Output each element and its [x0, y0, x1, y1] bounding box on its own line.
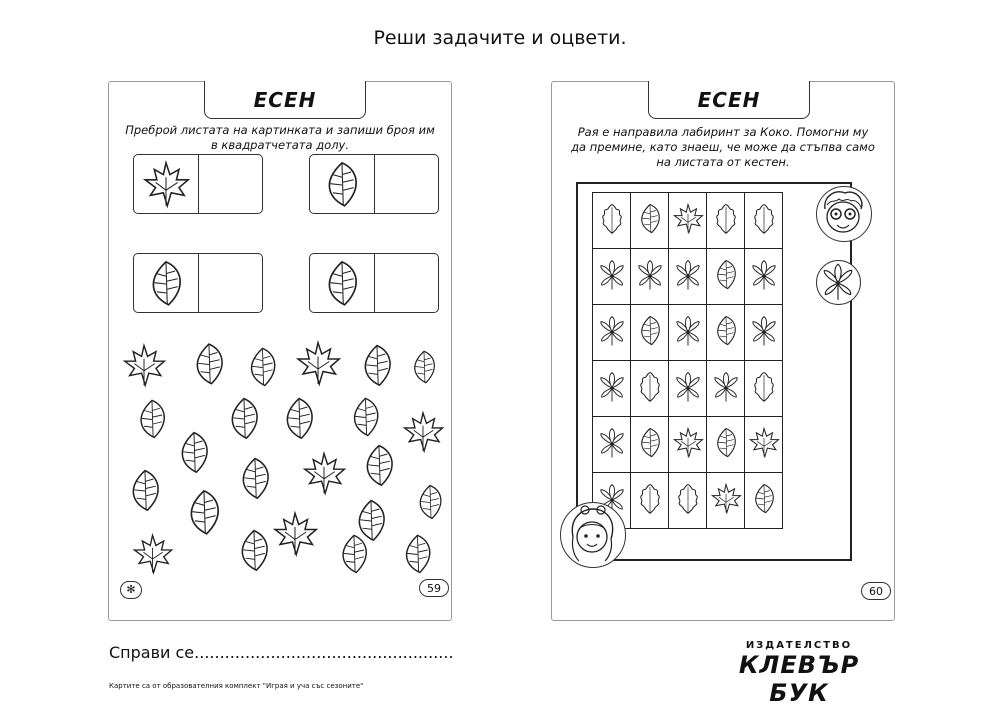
maze-cell[interactable] — [593, 193, 631, 249]
publisher-small-label: ИЗДАТЕЛСТВО — [745, 640, 853, 651]
maze-cell[interactable] — [745, 361, 783, 417]
snowflake-icon: ✻ — [120, 581, 142, 599]
chestnut-leaf-hint — [816, 260, 861, 305]
maze-cell[interactable] — [745, 249, 783, 305]
girl-face-icon — [561, 503, 624, 566]
maze-cell[interactable] — [707, 473, 745, 529]
maze-cell[interactable] — [669, 249, 707, 305]
maze-cell[interactable] — [631, 193, 669, 249]
maze-cell[interactable] — [745, 193, 783, 249]
maple-leaf-icon — [138, 159, 194, 211]
maze-cell[interactable] — [669, 361, 707, 417]
maze-cell[interactable] — [631, 305, 669, 361]
raya-character-avatar — [560, 502, 626, 568]
maze-cell[interactable] — [593, 417, 631, 473]
left-page — [108, 81, 452, 621]
maze-cell[interactable] — [593, 249, 631, 305]
maze-cell[interactable] — [707, 305, 745, 361]
count-box-elm[interactable] — [133, 253, 263, 313]
boy-face-icon — [817, 187, 870, 240]
maze-cell[interactable] — [669, 417, 707, 473]
source-note: Картите са от образователния комплект "Играя и уча със сезоните" — [109, 682, 364, 690]
right-page-number: 60 — [861, 582, 891, 600]
maze-cell[interactable] — [669, 473, 707, 529]
left-instruction: Преброй листата на картинката и запиши броя им в квадратчетата долу. — [125, 123, 435, 152]
birch-leaf-icon — [314, 258, 370, 310]
worksheet-title: Реши задачите и оцвети. — [373, 27, 627, 49]
right-instruction: Рая е направила лабиринт за Коко. Помогни му да премине, като знаеш, че може да стъпва само на листата от кестен. — [571, 125, 875, 169]
completion-label: Справи се................................................... — [109, 643, 454, 662]
publisher-name: КЛЕВЪР БУК — [738, 651, 860, 707]
maze-cell[interactable] — [631, 361, 669, 417]
count-box-birch[interactable] — [309, 253, 439, 313]
maze-cell[interactable] — [631, 473, 669, 529]
maze-cell[interactable] — [745, 473, 783, 529]
koko-character-avatar — [816, 186, 872, 242]
right-page-title: ЕСЕН — [697, 87, 761, 112]
right-page-tab — [648, 81, 810, 119]
maze-cell[interactable] — [669, 193, 707, 249]
elm-leaf-icon — [138, 258, 194, 310]
maze-cell[interactable] — [631, 417, 669, 473]
maze-cell[interactable] — [707, 193, 745, 249]
left-page-tab — [204, 81, 366, 119]
maze-cell[interactable] — [707, 417, 745, 473]
maze-cell[interactable] — [593, 305, 631, 361]
count-box-oval[interactable] — [309, 154, 439, 214]
oval-leaf-icon — [314, 159, 370, 211]
left-page-number: 59 — [419, 579, 449, 597]
right-page — [551, 81, 895, 621]
maze-cell[interactable] — [707, 361, 745, 417]
maze-cell[interactable] — [745, 305, 783, 361]
publisher-logo — [733, 640, 865, 707]
maze-grid — [592, 192, 783, 529]
maze-cell[interactable] — [593, 361, 631, 417]
maze-cell[interactable] — [631, 249, 669, 305]
maze-cell[interactable] — [669, 305, 707, 361]
chestnut-leaf-icon — [817, 261, 859, 303]
leaves-collection-illustration — [115, 337, 445, 577]
count-box-maple[interactable] — [133, 154, 263, 214]
maze-cell[interactable] — [707, 249, 745, 305]
left-page-title: ЕСЕН — [253, 87, 317, 112]
maze-cell[interactable] — [745, 417, 783, 473]
